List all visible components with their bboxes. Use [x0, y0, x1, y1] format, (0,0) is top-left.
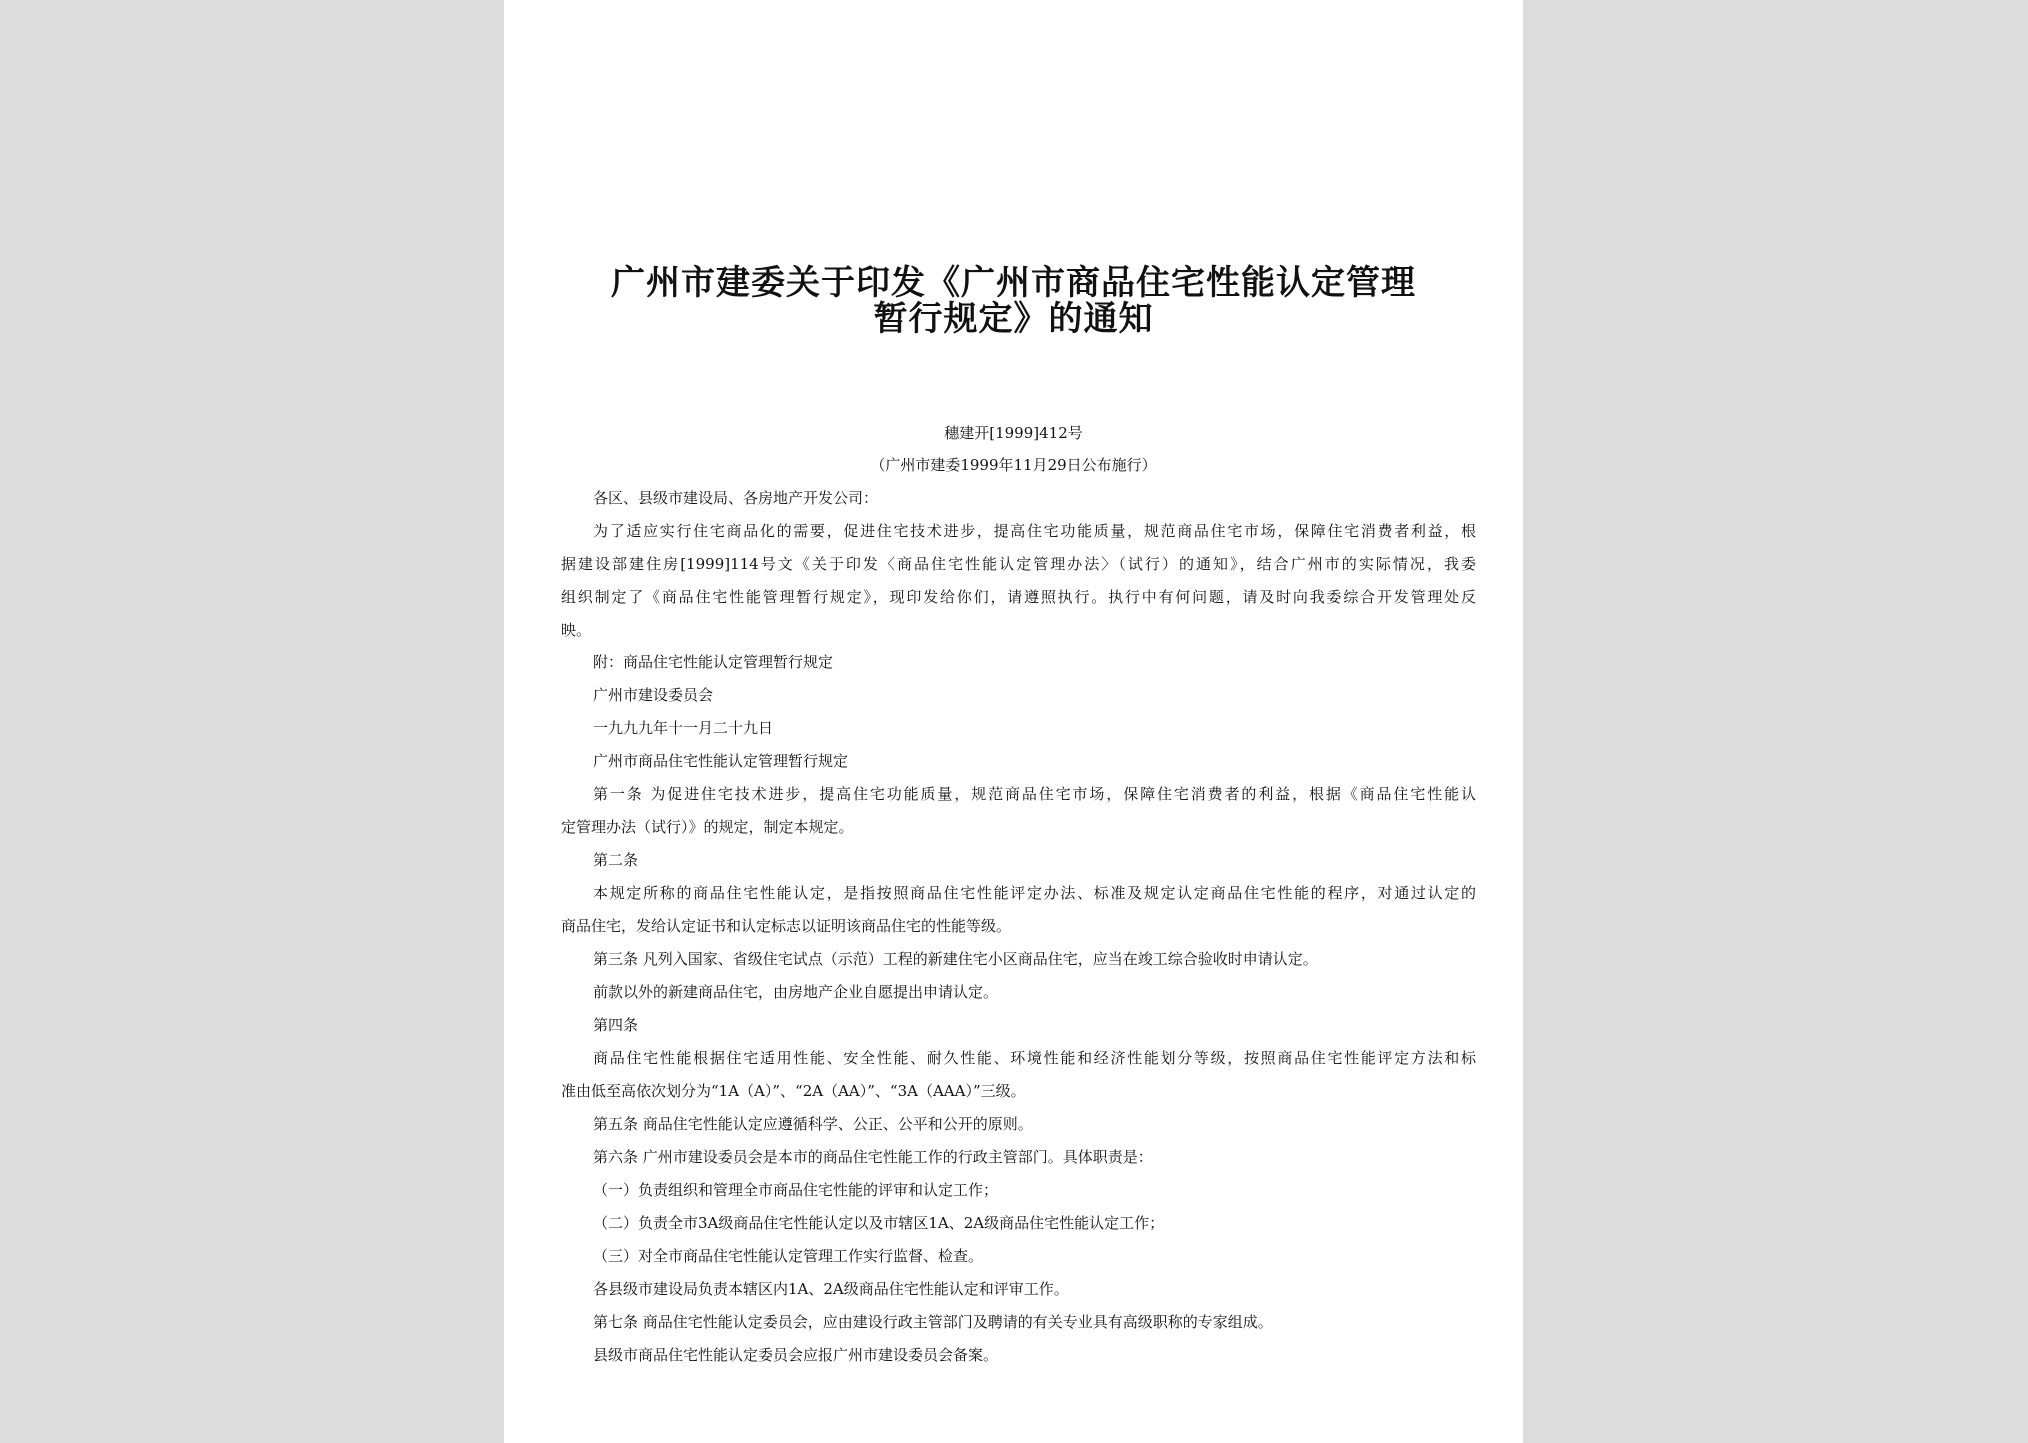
list-item: （二）负责全市3A级商品住宅性能认定以及市辖区1A、2A级商品住宅性能认定工作；: [593, 1214, 1165, 1232]
body-line: 映。: [561, 621, 592, 639]
article-line: 第一条 为促进住宅技术进步，提高住宅功能质量，规范商品住宅市场，保障住宅消费者的利益，根据《商品住宅性能认: [593, 785, 1476, 803]
article-line: 商品住宅，发给认定证书和认定标志以证明该商品住宅的性能等级。: [561, 917, 1012, 935]
article-line: 准由低至高依次划分为“1A（A）”、“2A（AA）”、“3A（AAA）”三级。: [561, 1082, 1026, 1100]
body-line: 组织制定了《商品住宅性能管理暂行规定》，现印发给你们，请遵照执行。执行中有何问题，请及时向我委综合开发管理处反: [561, 588, 1476, 606]
viewer-background-left: [0, 0, 504, 1443]
article-line: 各县级市建设局负责本辖区内1A、2A级商品住宅性能认定和评审工作。: [593, 1280, 1069, 1298]
document-title-line-1: 广州市建委关于印发《广州市商品住宅性能认定管理: [611, 263, 1416, 303]
document-title-line-2: 暂行规定》的通知: [873, 299, 1154, 339]
article-line: 第五条 商品住宅性能认定应遵循科学、公正、公平和公开的原则。: [593, 1115, 1033, 1133]
signatory: 广州市建设委员会: [593, 686, 714, 704]
list-item: （一）负责组织和管理全市商品住宅性能的评审和认定工作；: [593, 1181, 999, 1199]
article-line: 第三条 凡列入国家、省级住宅试点（示范）工程的新建住宅小区商品住宅，应当在竣工综合验收时申请认定。: [593, 950, 1318, 968]
signature-date: 一九九九年十一月二十九日: [593, 719, 774, 737]
article-line: 第七条 商品住宅性能认定委员会，应由建设行政主管部门及聘请的有关专业具有高级职称的专家组成。: [593, 1313, 1273, 1331]
attachment-note: 附：商品住宅性能认定管理暂行规定: [593, 653, 834, 671]
document-number: 穗建开[1999]412号: [944, 424, 1083, 442]
article-line: 定管理办法（试行）》的规定，制定本规定。: [561, 818, 854, 836]
body-line: 为了适应实行住宅商品化的需要，促进住宅技术进步，提高住宅功能质量，规范商品住宅市场，保障住宅消费者利益，根: [593, 522, 1476, 540]
article-line: 第六条 广州市建设委员会是本市的商品住宅性能工作的行政主管部门。具体职责是：: [593, 1148, 1153, 1166]
article-line: 县级市商品住宅性能认定委员会应报广州市建设委员会备案。: [593, 1346, 999, 1364]
viewer-background-right: [1523, 0, 2028, 1443]
regulation-title: 广州市商品住宅性能认定管理暂行规定: [593, 752, 849, 770]
issue-note: （广州市建委1999年11月29日公布施行）: [870, 456, 1157, 474]
article-line: 前款以外的新建商品住宅，由房地产企业自愿提出申请认定。: [593, 983, 999, 1001]
document-page: [504, 0, 1523, 1443]
list-item: （三）对全市商品住宅性能认定管理工作实行监督、检查。: [593, 1247, 984, 1265]
article-heading: 第二条: [593, 851, 639, 869]
article-line: 本规定所称的商品住宅性能认定，是指按照商品住宅性能评定办法、标准及规定认定商品住宅性能的程序，对通过认定的: [593, 884, 1476, 902]
article-line: 商品住宅性能根据住宅适用性能、安全性能、耐久性能、环境性能和经济性能划分等级，按照商品住宅性能评定方法和标: [593, 1049, 1476, 1067]
body-line: 据建设部建住房[1999]114号文《关于印发〈商品住宅性能认定管理办法〉（试行）的通知》，结合广州市的实际情况，我委: [561, 555, 1476, 573]
article-heading: 第四条: [593, 1016, 639, 1034]
addressee: 各区、县级市建设局、各房地产开发公司：: [593, 489, 879, 507]
